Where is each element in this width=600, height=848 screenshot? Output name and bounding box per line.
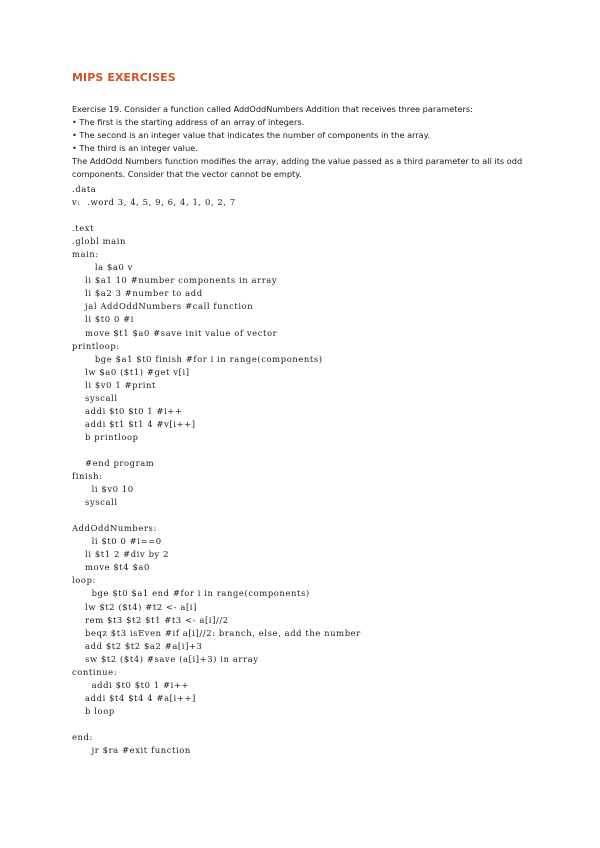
code-line: li $a2 3 #number to add [72, 288, 203, 299]
code-line: move $t4 $a0 [72, 562, 150, 573]
code-line: li $t0 0 #i==0 [72, 536, 162, 547]
code-line: main: [72, 249, 99, 260]
code-line: addi $t0 $t0 1 #i++ [72, 405, 183, 416]
code-line: sw $t2 ($t4) #save (a[i]+3) in array [72, 653, 259, 664]
exercise-bullet: • The third is an integer value. [72, 143, 198, 154]
code-line: li $v0 1 #print [72, 379, 156, 390]
code-line: li $a1 10 #number components in array [72, 275, 278, 286]
code-line: add $t2 $t2 $a2 #a[i]+3 [72, 640, 203, 651]
code-line: la $a0 v [72, 262, 134, 273]
code-line: v: .word 3, 4, 5, 9, 6, 4, 1, 0, 2, 7 [72, 197, 236, 208]
code-line: printloop: [72, 340, 120, 351]
code-line: lw $t2 ($t4) #t2 <- a[i] [72, 601, 197, 612]
page-title: MIPS EXERCISES [72, 71, 176, 84]
code-line: finish: [72, 471, 103, 482]
code-line: jr $ra #exit function [72, 745, 191, 756]
code-line: .text [72, 223, 95, 234]
exercise-bullet: • The second is an integer value that indicates the number of components in the array. [72, 130, 430, 141]
code-line: b printloop [72, 431, 139, 442]
code-line: addi $t1 $t1 4 #v[i++] [72, 418, 196, 429]
code-line: loop: [72, 575, 96, 586]
code-line: #end program [72, 457, 155, 468]
code-listing [72, 183, 361, 757]
code-line: li $v0 10 [72, 484, 134, 495]
code-line [72, 209, 361, 222]
code-line: lw $a0 ($t1) #get v[i] [72, 366, 190, 377]
code-line: b loop [72, 705, 115, 716]
code-line: move $t1 $a0 #save init value of vector [72, 327, 278, 338]
code-line: beqz $t3 isEven #if a[i]//2: branch, else, add the number [72, 627, 361, 638]
code-line: .data [72, 184, 97, 194]
code-line: li $t1 2 #div by 2 [72, 549, 170, 560]
code-line [72, 509, 361, 522]
exercise-intro: Exercise 19. Consider a function called AddOddNumbers Addition that receives three parameters: [72, 104, 473, 114]
code-line: syscall [72, 497, 118, 508]
code-line: syscall [72, 392, 118, 403]
code-line: bge $a1 $t0 finish #for i in range(components) [72, 353, 323, 364]
code-line: jal AddOddNumbers #call function [72, 301, 254, 312]
code-line: AddOddNumbers: [72, 523, 157, 534]
exercise-statement [72, 103, 542, 182]
exercise-bullet: • The first is the starting address of an array of integers. [72, 117, 305, 128]
code-line: continue: [72, 666, 118, 677]
code-line: addi $t0 $t0 1 #i++ [72, 679, 190, 690]
code-line [72, 718, 361, 731]
code-line: end: [72, 731, 93, 742]
code-line: .globl main [72, 236, 127, 247]
exercise-description: The AddOdd Numbers function modifies the array, adding the value passed as a third parameter to all its odd [72, 156, 523, 167]
code-line: li $t0 0 #i [72, 314, 135, 325]
code-line: bge $t0 $a1 end #for i in range(components) [72, 588, 310, 599]
code-line [72, 444, 361, 457]
exercise-description: components. Consider that the vector cannot be empty. [72, 169, 302, 180]
code-line: rem $t3 $t2 $t1 #t3 <- a[i]//2 [72, 614, 229, 625]
code-line: addi $t4 $t4 4 #a[i++] [72, 692, 196, 703]
